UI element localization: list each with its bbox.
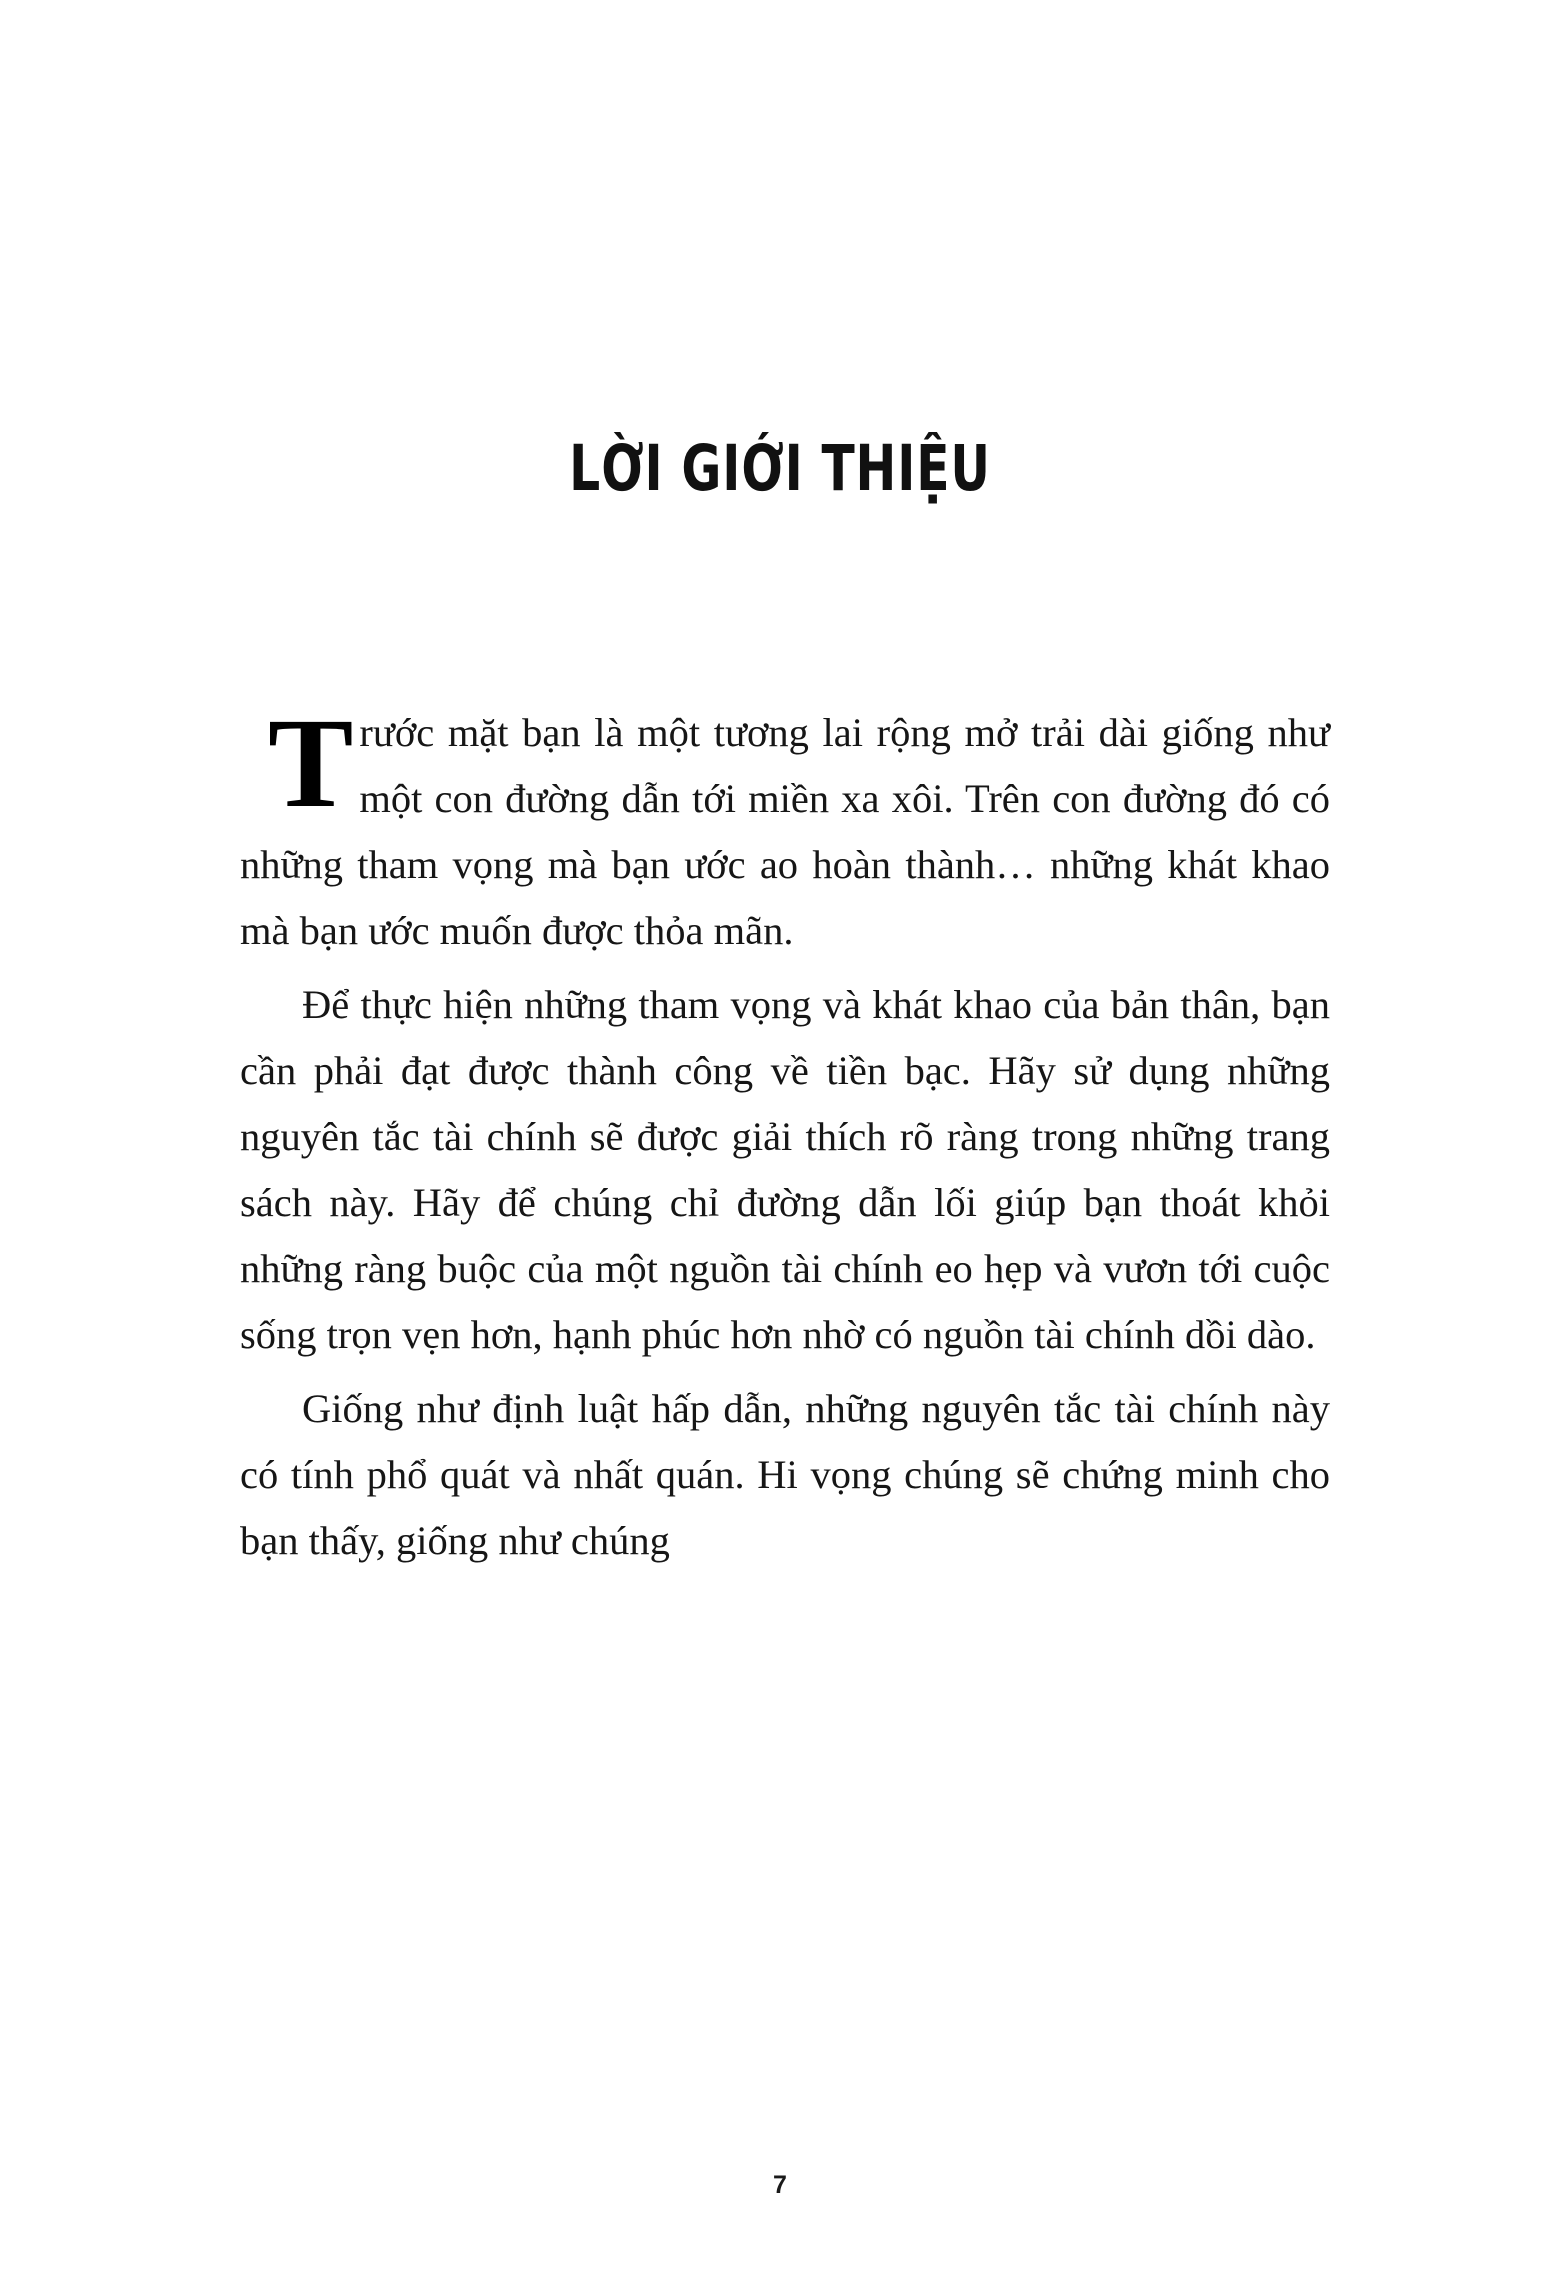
- paragraph-2: Để thực hiện những tham vọng và khát khao của bản thân, bạn cần phải đạt được thành công về tiền bạc. Hãy sử dụng những nguyên tắc tài chính sẽ được giải thích rõ ràng trong những trang sách này. Hãy để chúng chỉ đường dẫn lối giúp bạn thoát khỏi những ràng buộc của một nguồn tài chính eo hẹp và vươn tới cuộc sống trọn vẹn hơn, hạnh phúc hơn nhờ có nguồn tài chính dồi dào.: [240, 982, 1330, 1357]
- drop-cap: T: [268, 692, 354, 834]
- paragraph-3: Giống như định luật hấp dẫn, những nguyên tắc tài chính này có tính phổ quát và nhất quán. Hi vọng chúng sẽ chứng minh cho bạn thấy, giống như chúng: [240, 1386, 1330, 1563]
- paragraph-1-text: rước mặt bạn là một tương lai rộng mở trải dài giống như một con đường dẫn tới miền xa xôi. Trên con đường đó có những tham vọng mà bạn ước ao hoàn thành… những khát khao mà bạn ước muốn được thỏa mãn.: [240, 710, 1330, 953]
- page-number: 7: [773, 2171, 787, 2199]
- paragraph-1: [240, 692, 1330, 964]
- body-text: [240, 692, 1330, 1582]
- page-title: LỜI GIỚI THIỆU: [569, 432, 991, 506]
